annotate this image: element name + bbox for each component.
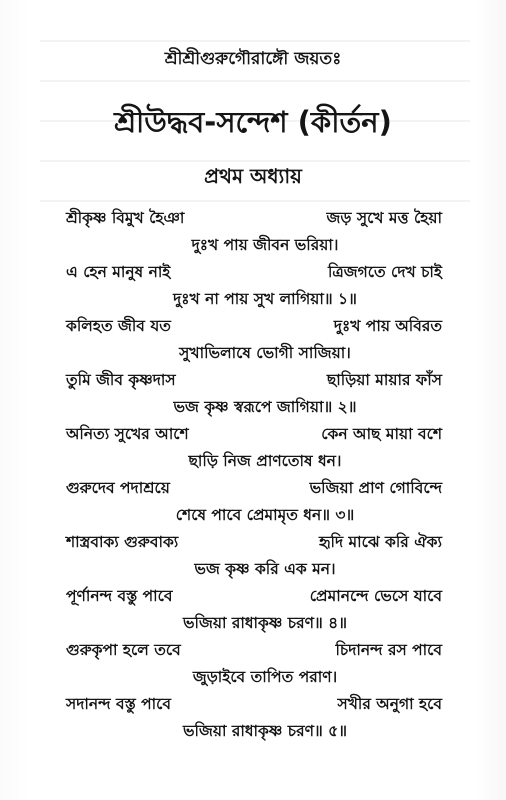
verse bbox=[66, 421, 442, 475]
verse-refrain-line: ভজিয়া রাধাকৃষ্ণ চরণ॥ ৫॥ bbox=[182, 722, 348, 740]
verse-refrain-line: সুখাভিলাষে ভোগী সাজিয়া। bbox=[179, 344, 351, 362]
verse-right-half: সখীর অনুগা হবে bbox=[337, 695, 442, 713]
verse-refrain-line: ছাড়ি নিজ প্রাণতোষ ধন। bbox=[188, 452, 342, 470]
verse-right-half: জড় সুখে মত্ত হৈয়া bbox=[326, 209, 442, 227]
verse-left-half: গুরুকৃপা হলে তবে bbox=[66, 641, 181, 659]
verse-first-line bbox=[66, 205, 442, 232]
verse-right-half: ভজিয়া প্রাণ গোবিন্দে bbox=[309, 479, 442, 497]
verse-right-half: হৃদি মাঝে করি ঐক্য bbox=[318, 533, 442, 551]
verse bbox=[66, 475, 442, 529]
verse-left-half: শ্রীকৃষ্ণ বিমুখ হৈঞা bbox=[66, 209, 185, 227]
verse bbox=[66, 691, 442, 745]
verse-refrain-line: জুড়াইবে তাপিত পরাণ। bbox=[192, 668, 338, 686]
verse-first-line bbox=[66, 583, 442, 610]
invocation-line: শ্রীশ্রীগুরুগৌরাঙ্গৌ জয়তঃ bbox=[164, 49, 342, 69]
verse bbox=[66, 313, 442, 367]
verse-first-line bbox=[66, 529, 442, 556]
verse-right-half: ছাড়িয়া মায়ার ফাঁস bbox=[326, 371, 442, 389]
verse-left-half: এ হেন মানুষ নাই bbox=[66, 263, 171, 281]
verse bbox=[66, 367, 442, 421]
verse-list bbox=[66, 205, 442, 745]
verse bbox=[66, 259, 442, 313]
verse-first-line bbox=[66, 259, 442, 286]
verse-left-half: পূর্ণানন্দ বস্তু পাবে bbox=[66, 587, 173, 605]
verse-left-half: তুমি জীব কৃষ্ণদাস bbox=[66, 371, 176, 389]
verse-left-half: অনিত্য সুখের আশে bbox=[66, 425, 189, 443]
verse-right-half: দুঃখ পায় অবিরত bbox=[333, 317, 442, 335]
verse-first-line bbox=[66, 421, 442, 448]
verse-first-line bbox=[66, 475, 442, 502]
verse bbox=[66, 529, 442, 583]
verse-left-half: শাস্ত্রবাক্য গুরুবাক্য bbox=[66, 533, 179, 551]
verse-left-half: সদানন্দ বস্তু পাবে bbox=[66, 695, 172, 713]
song-title: শ্রীউদ্ধব-সন্দেশ (কীর্তন) bbox=[114, 105, 392, 139]
verse-left-half: কলিহত জীব যত bbox=[66, 317, 171, 335]
chapter-heading: প্রথম অধ্যায় bbox=[204, 164, 302, 188]
verse-refrain-line: দুঃখ না পায় সুখ লাগিয়া॥ ১॥ bbox=[173, 290, 357, 308]
verse-refrain-line: ভজ কৃষ্ণ স্বরূপে জাগিয়া॥ ২॥ bbox=[173, 398, 357, 416]
verse bbox=[66, 205, 442, 259]
verse-right-half: কেন আছ মায়া বশে bbox=[321, 425, 442, 443]
verse-refrain-line: ভজিয়া রাধাকৃষ্ণ চরণ॥ ৪॥ bbox=[182, 614, 348, 632]
verse-refrain-line: শেষে পাবে প্রেমামৃত ধন॥ ৩॥ bbox=[175, 506, 355, 524]
verse-left-half: গুরুদেব পদাশ্রয়ে bbox=[66, 479, 170, 497]
verse-first-line bbox=[66, 637, 442, 664]
verse-first-line bbox=[66, 313, 442, 340]
verse-first-line bbox=[66, 691, 442, 718]
verse bbox=[66, 637, 442, 691]
verse-first-line bbox=[66, 367, 442, 394]
verse-right-half: ত্রিজগতে দেখ চাই bbox=[327, 263, 442, 281]
verse-right-half: প্রেমানন্দে ভেসে যাবে bbox=[309, 587, 442, 605]
verse bbox=[66, 583, 442, 637]
verse-right-half: চিদানন্দ রস পাবে bbox=[335, 641, 442, 659]
verse-refrain-line: দুঃখ পায় জীবন ভরিয়া। bbox=[191, 236, 339, 254]
verse-refrain-line: ভজ কৃষ্ণ করি এক মন। bbox=[194, 560, 336, 578]
